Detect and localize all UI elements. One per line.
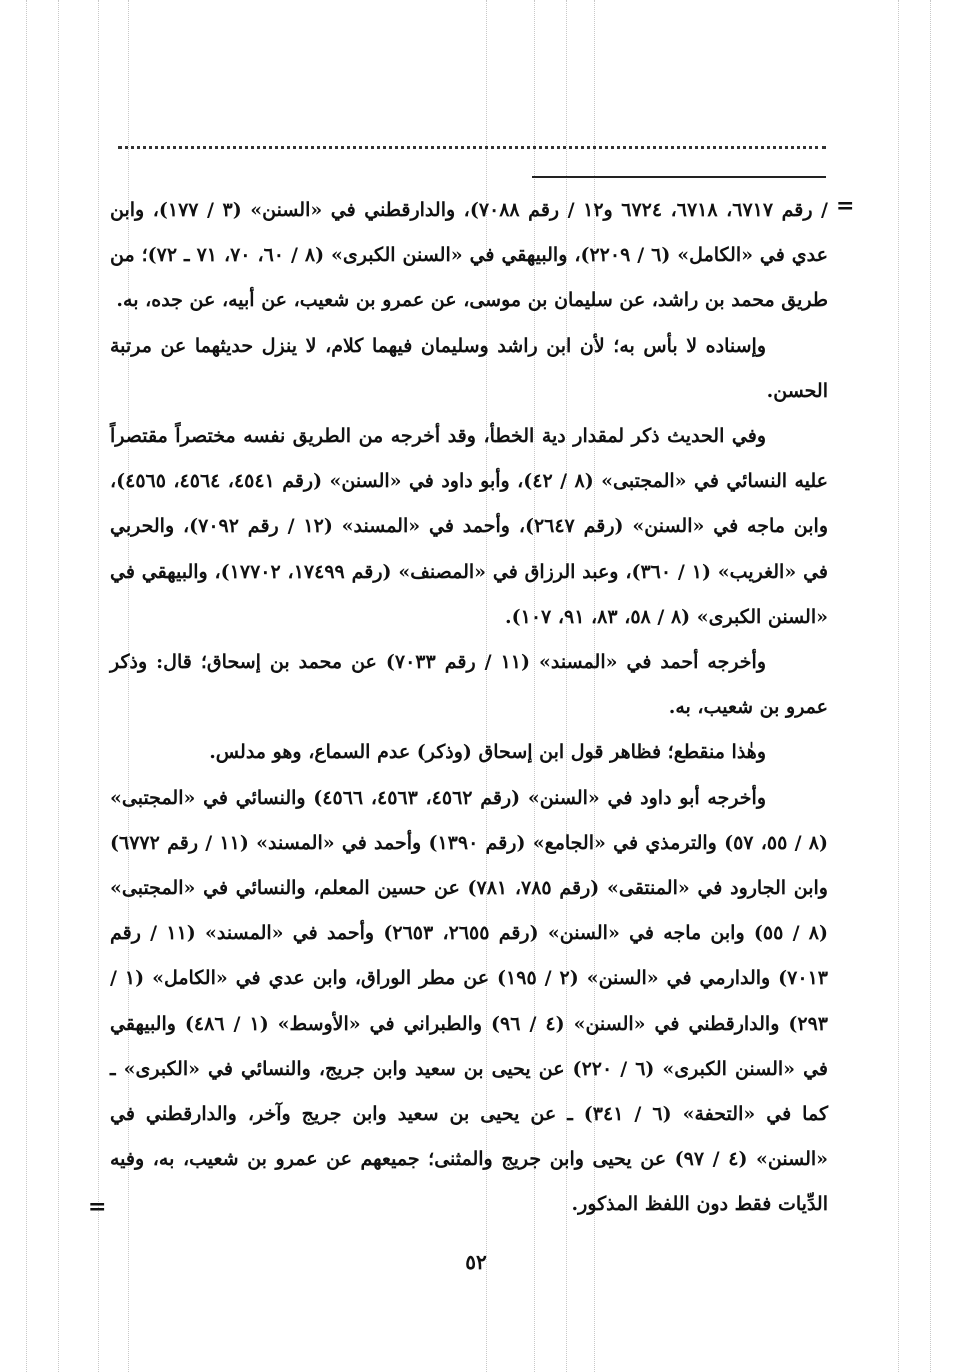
page-guide-line <box>898 0 899 1372</box>
footnote-paragraph: / رقم ٦٧١٧، ٦٧١٨، ٦٧٢٤ و١٢ / رقم ٧٠٨٨)، والدارقطني في «السنن» (٣ / ١٧٧)، وابن عدي في «الكامل» (٦ / ٢٢٠٩)، والبيهقي في «السنن الكبرى» (٨ / ٦٠، ٧٠، ٧١ ـ ٧٢)؛ من طريق محمد بن راشد، عن سليمان بن موسى، عن عمرو بن شعيب، عن أبيه، عن جده، به. <box>110 199 828 312</box>
footnote-paragraph: وفي الحديث ذكر لمقدار دية الخطأ، وقد أخرجه من الطريق نفسه مختصراً مقتصراً عليه النسائي في «المجتبى» (٨ / ٤٢)، وأبو داود في «السنن» (رقم ٤٥٤١، ٤٥٦٤، ٤٥٦٥)، وابن ماجه في «السنن» (رقم ٢٦٤٧)، وأحمد في «المسند» (١٢ / رقم ٧٠٩٢)، والحربي في «الغريب» (١ / ٣٦٠)، وعبد الرزاق في «المصنف» (رقم ١٧٤٩٩، ١٧٧٠٢)، والبيهقي في «السنن الكبرى» (٨ / ٥٨، ٨٣، ٩١، ١٠٧). <box>110 425 828 628</box>
page-guide-line <box>930 0 931 1372</box>
footnote-paragraph: وإسناده لا بأس به؛ لأن ابن راشد وسليمان فيهما كلام، لا ينزل حديثهما عن مرتبة الحسن. <box>110 334 828 402</box>
page-number: ٥٢ <box>465 1250 487 1274</box>
footnote-paragraph: وأخرجه أبو داود في «السنن» (رقم ٤٥٦٢، ٤٥٦٣، ٤٥٦٦) والنسائي في «المجتبى» (٨ / ٥٥، ٥٧) والترمذي في «الجامع» (رقم ١٣٩٠) وأحمد في «المسند» (١١ / رقم ٦٧٧٢) وابن الجارود في «المنتقى» (رقم ٧٨٥، ٧٨١) عن حسين المعلم، والنسائي في «المجتبى» (٨ / ٥٥) وابن ماجه في «السنن» (رقم ٢٦٥٥، ٢٦٥٣) وأحمد في «المسند» (١١ / رقم ٧٠١٣) والدارمي في «السنن» (٢ / ١٩٥) عن مطر الوراق، وابن عدي في «الكامل» (١ / ٢٩٣) والدارقطني في «السنن» (٤ / ٩٦) والطبراني في «الأوسط» (١ / ٤٨٦) والبيهقي في «السنن الكبرى» (٦ / ٢٢٠) عن يحيى بن سعيد وابن جريج، والنسائي في «الكبرى» ـ كما في «التحفة» (٦ / ٣٤١) ـ عن يحيى بن سعيد وابن جريج وآخر، والدارقطني في «السنن» (٤ / ٩٧) عن يحيى وابن جريج والمثنى؛ جميعهم عن عمرو بن شعيب، به، وفيه الدِّيات فقط دون اللفظ المذكور. <box>110 786 829 1216</box>
footnote-paragraph: وأخرجه أحمد في «المسند» (١١ / رقم ٧٠٣٣) عن محمد بن إسحاق؛ قال: وذكر عمرو بن شعيب، به. <box>110 651 828 719</box>
page-guide-line <box>26 0 27 1372</box>
footnote-paragraph: وهٰذا منقطع؛ فظاهر قول ابن إسحاق (وذكر) عدم السماع، وهو مدلس. <box>209 741 766 764</box>
page-guide-line <box>98 0 99 1372</box>
continuation-marker: = <box>836 193 855 219</box>
header-dotted-rule <box>118 146 826 149</box>
page-guide-line <box>58 0 59 1372</box>
footnote-text <box>110 188 828 1228</box>
footnote-separator <box>532 176 826 178</box>
bottom-continuation-marker: = <box>88 1194 107 1220</box>
